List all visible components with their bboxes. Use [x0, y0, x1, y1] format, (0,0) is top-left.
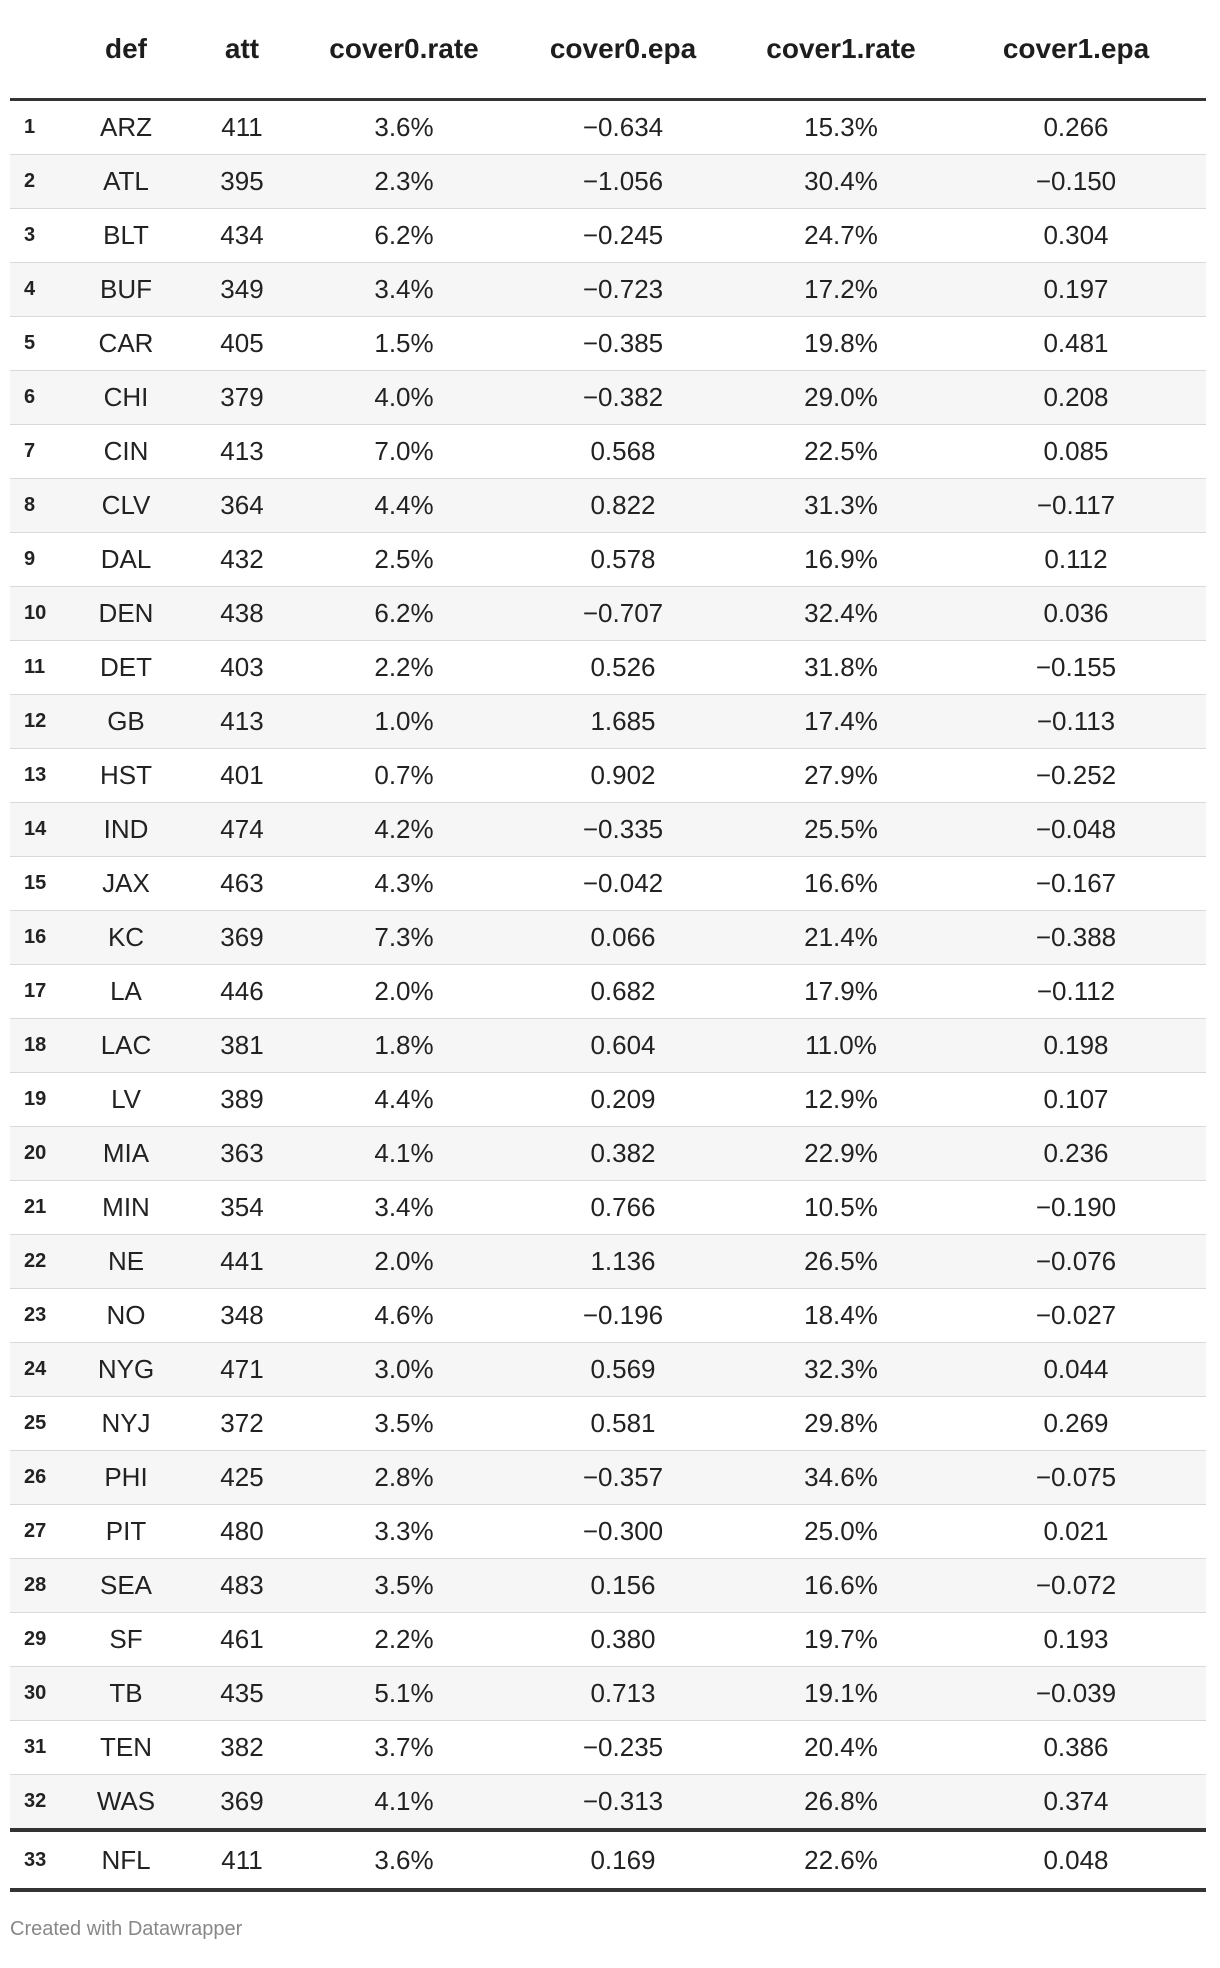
- cell-def: ARZ: [66, 100, 186, 155]
- cell-att: 405: [186, 317, 298, 371]
- cell-cover1-epa: −0.075: [946, 1451, 1206, 1505]
- cell-cover0-epa: −0.634: [510, 100, 736, 155]
- cell-cover1-rate: 16.6%: [736, 1559, 946, 1613]
- cell-cover0-rate: 4.4%: [298, 479, 510, 533]
- cell-rank: 24: [10, 1343, 66, 1397]
- cell-att: 364: [186, 479, 298, 533]
- cell-cover1-epa: −0.150: [946, 155, 1206, 209]
- cell-cover0-epa: 0.581: [510, 1397, 736, 1451]
- cell-cover1-epa: −0.039: [946, 1667, 1206, 1721]
- header-row: [10, 0, 1206, 100]
- cell-cover1-rate: 29.8%: [736, 1397, 946, 1451]
- cell-rank: 32: [10, 1775, 66, 1831]
- cell-cover1-epa: −0.155: [946, 641, 1206, 695]
- cell-rank: 28: [10, 1559, 66, 1613]
- cell-cover1-rate: 24.7%: [736, 209, 946, 263]
- table-row: [10, 965, 1206, 1019]
- cell-att: 411: [186, 100, 298, 155]
- cell-cover0-rate: 2.3%: [298, 155, 510, 209]
- cell-cover0-epa: −0.335: [510, 803, 736, 857]
- cell-att: 435: [186, 1667, 298, 1721]
- cell-cover0-epa: −0.382: [510, 371, 736, 425]
- cell-cover1-rate: 19.7%: [736, 1613, 946, 1667]
- cell-cover1-rate: 27.9%: [736, 749, 946, 803]
- cell-cover1-rate: 21.4%: [736, 911, 946, 965]
- cell-def: MIN: [66, 1181, 186, 1235]
- cell-rank: 1: [10, 100, 66, 155]
- cell-cover0-rate: 7.3%: [298, 911, 510, 965]
- cell-cover0-epa: 1.685: [510, 695, 736, 749]
- table-row: [10, 1127, 1206, 1181]
- cell-cover1-epa: −0.388: [946, 911, 1206, 965]
- table-row: [10, 1451, 1206, 1505]
- cell-cover0-rate: 4.3%: [298, 857, 510, 911]
- data-table-container: [10, 0, 1206, 1892]
- cell-cover0-epa: 0.526: [510, 641, 736, 695]
- cell-cover1-rate: 26.5%: [736, 1235, 946, 1289]
- cell-att: 401: [186, 749, 298, 803]
- cell-cover0-epa: 0.066: [510, 911, 736, 965]
- cell-cover0-rate: 4.6%: [298, 1289, 510, 1343]
- cell-cover1-rate: 17.4%: [736, 695, 946, 749]
- cell-cover0-rate: 4.4%: [298, 1073, 510, 1127]
- cell-rank: 3: [10, 209, 66, 263]
- cell-cover0-epa: 0.902: [510, 749, 736, 803]
- cell-cover0-epa: 0.382: [510, 1127, 736, 1181]
- cell-rank: 18: [10, 1019, 66, 1073]
- table-row: [10, 911, 1206, 965]
- cell-cover0-epa: 0.209: [510, 1073, 736, 1127]
- cell-cover1-epa: −0.027: [946, 1289, 1206, 1343]
- cell-cover1-rate: 29.0%: [736, 371, 946, 425]
- cell-att: 395: [186, 155, 298, 209]
- cell-cover1-rate: 10.5%: [736, 1181, 946, 1235]
- cell-cover0-epa: 0.713: [510, 1667, 736, 1721]
- cell-def: ATL: [66, 155, 186, 209]
- cell-def: KC: [66, 911, 186, 965]
- cell-cover1-epa: −0.072: [946, 1559, 1206, 1613]
- cell-cover1-epa: 0.304: [946, 209, 1206, 263]
- cell-cover0-epa: 1.136: [510, 1235, 736, 1289]
- cell-att: 348: [186, 1289, 298, 1343]
- cell-rank: 10: [10, 587, 66, 641]
- cell-def: NYJ: [66, 1397, 186, 1451]
- cell-cover0-epa: −0.723: [510, 263, 736, 317]
- cell-cover1-rate: 16.9%: [736, 533, 946, 587]
- cell-att: 372: [186, 1397, 298, 1451]
- column-header-att: att: [186, 0, 298, 100]
- cell-rank: 11: [10, 641, 66, 695]
- cell-cover1-epa: 0.386: [946, 1721, 1206, 1775]
- cell-att: 354: [186, 1181, 298, 1235]
- cell-cover1-rate: 17.2%: [736, 263, 946, 317]
- cell-cover1-epa: −0.252: [946, 749, 1206, 803]
- cell-rank: 20: [10, 1127, 66, 1181]
- cell-cover1-epa: 0.481: [946, 317, 1206, 371]
- table-row: [10, 371, 1206, 425]
- table-row: [10, 1505, 1206, 1559]
- table-row: [10, 479, 1206, 533]
- cell-cover0-rate: 2.5%: [298, 533, 510, 587]
- cell-cover1-rate: 20.4%: [736, 1721, 946, 1775]
- cell-att: 474: [186, 803, 298, 857]
- table-row: [10, 1559, 1206, 1613]
- cell-def: PHI: [66, 1451, 186, 1505]
- cell-cover1-epa: −0.167: [946, 857, 1206, 911]
- cell-rank: 27: [10, 1505, 66, 1559]
- cell-rank: 29: [10, 1613, 66, 1667]
- cell-cover1-rate: 31.3%: [736, 479, 946, 533]
- cell-cover0-epa: −0.196: [510, 1289, 736, 1343]
- cell-cover1-epa: −0.190: [946, 1181, 1206, 1235]
- table-row: [10, 857, 1206, 911]
- total-cell-def: NFL: [66, 1830, 186, 1890]
- cell-def: CIN: [66, 425, 186, 479]
- table-row: [10, 1343, 1206, 1397]
- cell-cover0-epa: 0.682: [510, 965, 736, 1019]
- cell-cover0-epa: −0.300: [510, 1505, 736, 1559]
- cell-cover1-rate: 17.9%: [736, 965, 946, 1019]
- table-row: [10, 1721, 1206, 1775]
- cell-cover1-epa: 0.266: [946, 100, 1206, 155]
- cell-def: LV: [66, 1073, 186, 1127]
- cell-cover0-rate: 7.0%: [298, 425, 510, 479]
- cell-cover0-rate: 3.0%: [298, 1343, 510, 1397]
- table-row: [10, 749, 1206, 803]
- cell-cover0-rate: 1.8%: [298, 1019, 510, 1073]
- cell-def: CAR: [66, 317, 186, 371]
- cell-att: 425: [186, 1451, 298, 1505]
- total-cell-cover0-epa: 0.169: [510, 1830, 736, 1890]
- cell-cover0-epa: 0.568: [510, 425, 736, 479]
- cell-cover0-rate: 3.4%: [298, 263, 510, 317]
- column-header-def: def: [66, 0, 186, 100]
- cell-att: 480: [186, 1505, 298, 1559]
- cell-rank: 21: [10, 1181, 66, 1235]
- cell-rank: 26: [10, 1451, 66, 1505]
- cell-cover1-rate: 15.3%: [736, 100, 946, 155]
- cell-rank: 14: [10, 803, 66, 857]
- cell-cover1-rate: 25.0%: [736, 1505, 946, 1559]
- cell-cover0-epa: 0.822: [510, 479, 736, 533]
- cell-att: 471: [186, 1343, 298, 1397]
- cell-rank: 12: [10, 695, 66, 749]
- cell-cover0-rate: 4.1%: [298, 1775, 510, 1831]
- cell-cover0-epa: −0.235: [510, 1721, 736, 1775]
- cell-cover1-rate: 19.1%: [736, 1667, 946, 1721]
- cell-cover0-rate: 4.1%: [298, 1127, 510, 1181]
- cell-cover1-epa: 0.198: [946, 1019, 1206, 1073]
- cell-cover0-rate: 2.2%: [298, 641, 510, 695]
- cell-def: LA: [66, 965, 186, 1019]
- column-header-cover0-rate: cover0.rate: [298, 0, 510, 100]
- coverage-table: [10, 0, 1206, 1892]
- table-row: [10, 1073, 1206, 1127]
- cell-cover0-rate: 4.0%: [298, 371, 510, 425]
- cell-def: CHI: [66, 371, 186, 425]
- cell-cover0-rate: 4.2%: [298, 803, 510, 857]
- cell-rank: 7: [10, 425, 66, 479]
- table-row: [10, 155, 1206, 209]
- cell-cover0-epa: 0.380: [510, 1613, 736, 1667]
- cell-cover0-rate: 3.7%: [298, 1721, 510, 1775]
- cell-cover1-epa: 0.269: [946, 1397, 1206, 1451]
- cell-cover0-rate: 5.1%: [298, 1667, 510, 1721]
- cell-def: BUF: [66, 263, 186, 317]
- cell-def: NYG: [66, 1343, 186, 1397]
- column-header-cover0-epa: cover0.epa: [510, 0, 736, 100]
- cell-def: NE: [66, 1235, 186, 1289]
- cell-def: LAC: [66, 1019, 186, 1073]
- cell-cover1-epa: −0.048: [946, 803, 1206, 857]
- cell-rank: 30: [10, 1667, 66, 1721]
- cell-cover1-epa: −0.076: [946, 1235, 1206, 1289]
- cell-att: 413: [186, 695, 298, 749]
- cell-cover0-rate: 6.2%: [298, 587, 510, 641]
- cell-cover0-epa: 0.156: [510, 1559, 736, 1613]
- cell-att: 363: [186, 1127, 298, 1181]
- cell-rank: 15: [10, 857, 66, 911]
- cell-att: 369: [186, 1775, 298, 1831]
- cell-def: HST: [66, 749, 186, 803]
- cell-cover1-rate: 32.3%: [736, 1343, 946, 1397]
- cell-cover1-epa: 0.236: [946, 1127, 1206, 1181]
- cell-rank: 9: [10, 533, 66, 587]
- cell-cover1-rate: 31.8%: [736, 641, 946, 695]
- total-cell-cover0-rate: 3.6%: [298, 1830, 510, 1890]
- total-cell-cover1-epa: 0.048: [946, 1830, 1206, 1890]
- cell-cover0-epa: 0.569: [510, 1343, 736, 1397]
- cell-cover1-epa: 0.208: [946, 371, 1206, 425]
- table-row: [10, 100, 1206, 155]
- table-row: [10, 209, 1206, 263]
- cell-cover1-epa: −0.113: [946, 695, 1206, 749]
- cell-cover0-epa: −0.707: [510, 587, 736, 641]
- cell-att: 369: [186, 911, 298, 965]
- table-row: [10, 317, 1206, 371]
- cell-att: 379: [186, 371, 298, 425]
- cell-def: SF: [66, 1613, 186, 1667]
- cell-cover0-rate: 3.4%: [298, 1181, 510, 1235]
- cell-cover1-rate: 19.8%: [736, 317, 946, 371]
- column-header-cover1-rate: cover1.rate: [736, 0, 946, 100]
- cell-rank: 4: [10, 263, 66, 317]
- cell-rank: 31: [10, 1721, 66, 1775]
- cell-cover0-epa: 0.604: [510, 1019, 736, 1073]
- cell-def: GB: [66, 695, 186, 749]
- cell-rank: 22: [10, 1235, 66, 1289]
- cell-cover0-rate: 2.2%: [298, 1613, 510, 1667]
- cell-def: WAS: [66, 1775, 186, 1831]
- column-header-rank: [10, 0, 66, 100]
- column-header-cover1-epa: cover1.epa: [946, 0, 1206, 100]
- cell-cover0-rate: 3.6%: [298, 100, 510, 155]
- cell-cover1-rate: 34.6%: [736, 1451, 946, 1505]
- cell-cover1-rate: 11.0%: [736, 1019, 946, 1073]
- total-cell-att: 411: [186, 1830, 298, 1890]
- cell-rank: 17: [10, 965, 66, 1019]
- cell-att: 349: [186, 263, 298, 317]
- cell-cover0-rate: 3.5%: [298, 1559, 510, 1613]
- table-row: [10, 641, 1206, 695]
- table-row: [10, 803, 1206, 857]
- cell-att: 461: [186, 1613, 298, 1667]
- table-row: [10, 1289, 1206, 1343]
- table-row: [10, 1613, 1206, 1667]
- cell-def: MIA: [66, 1127, 186, 1181]
- cell-rank: 6: [10, 371, 66, 425]
- cell-rank: 16: [10, 911, 66, 965]
- cell-def: CLV: [66, 479, 186, 533]
- cell-cover1-epa: 0.197: [946, 263, 1206, 317]
- cell-cover1-epa: 0.107: [946, 1073, 1206, 1127]
- table-total: [10, 1830, 1206, 1890]
- cell-rank: 8: [10, 479, 66, 533]
- cell-att: 446: [186, 965, 298, 1019]
- cell-cover1-epa: 0.374: [946, 1775, 1206, 1831]
- cell-cover0-rate: 0.7%: [298, 749, 510, 803]
- cell-rank: 19: [10, 1073, 66, 1127]
- table-row: [10, 587, 1206, 641]
- table-row: [10, 1667, 1206, 1721]
- table-row: [10, 263, 1206, 317]
- cell-cover1-epa: 0.112: [946, 533, 1206, 587]
- cell-cover0-epa: 0.766: [510, 1181, 736, 1235]
- cell-att: 413: [186, 425, 298, 479]
- cell-def: PIT: [66, 1505, 186, 1559]
- cell-cover0-epa: −0.313: [510, 1775, 736, 1831]
- cell-att: 381: [186, 1019, 298, 1073]
- cell-def: NO: [66, 1289, 186, 1343]
- cell-att: 438: [186, 587, 298, 641]
- cell-cover0-rate: 3.3%: [298, 1505, 510, 1559]
- table-row: [10, 1397, 1206, 1451]
- table-row: [10, 533, 1206, 587]
- cell-def: JAX: [66, 857, 186, 911]
- cell-att: 463: [186, 857, 298, 911]
- cell-att: 403: [186, 641, 298, 695]
- cell-att: 434: [186, 209, 298, 263]
- cell-cover1-epa: −0.112: [946, 965, 1206, 1019]
- cell-cover1-rate: 32.4%: [736, 587, 946, 641]
- cell-cover1-rate: 26.8%: [736, 1775, 946, 1831]
- total-cell-rank: 33: [10, 1830, 66, 1890]
- cell-cover0-rate: 1.0%: [298, 695, 510, 749]
- credit-footer[interactable]: Created with Datawrapper: [10, 1918, 243, 1940]
- cell-att: 432: [186, 533, 298, 587]
- cell-def: TEN: [66, 1721, 186, 1775]
- cell-cover0-epa: −0.357: [510, 1451, 736, 1505]
- cell-def: DET: [66, 641, 186, 695]
- table-row: [10, 1775, 1206, 1831]
- cell-cover1-rate: 16.6%: [736, 857, 946, 911]
- cell-def: TB: [66, 1667, 186, 1721]
- cell-cover1-rate: 22.9%: [736, 1127, 946, 1181]
- cell-cover1-epa: 0.036: [946, 587, 1206, 641]
- cell-rank: 13: [10, 749, 66, 803]
- cell-rank: 5: [10, 317, 66, 371]
- cell-rank: 25: [10, 1397, 66, 1451]
- cell-def: DAL: [66, 533, 186, 587]
- cell-rank: 2: [10, 155, 66, 209]
- cell-cover1-rate: 12.9%: [736, 1073, 946, 1127]
- cell-def: BLT: [66, 209, 186, 263]
- cell-cover1-rate: 30.4%: [736, 155, 946, 209]
- table-row: [10, 1019, 1206, 1073]
- cell-cover0-rate: 2.0%: [298, 965, 510, 1019]
- cell-cover1-epa: 0.193: [946, 1613, 1206, 1667]
- cell-def: DEN: [66, 587, 186, 641]
- total-cell-cover1-rate: 22.6%: [736, 1830, 946, 1890]
- cell-att: 483: [186, 1559, 298, 1613]
- table-row: [10, 425, 1206, 479]
- cell-cover1-epa: 0.021: [946, 1505, 1206, 1559]
- cell-cover1-rate: 22.5%: [736, 425, 946, 479]
- table-body: [10, 100, 1206, 1831]
- cell-cover0-epa: −1.056: [510, 155, 736, 209]
- cell-cover1-epa: 0.085: [946, 425, 1206, 479]
- cell-att: 389: [186, 1073, 298, 1127]
- cell-cover0-epa: −0.042: [510, 857, 736, 911]
- cell-cover0-epa: 0.578: [510, 533, 736, 587]
- cell-cover0-epa: −0.245: [510, 209, 736, 263]
- table-row: [10, 1235, 1206, 1289]
- cell-cover0-rate: 1.5%: [298, 317, 510, 371]
- total-row: [10, 1830, 1206, 1890]
- table-row: [10, 1181, 1206, 1235]
- cell-cover1-rate: 25.5%: [736, 803, 946, 857]
- table-header: [10, 0, 1206, 100]
- cell-cover1-epa: 0.044: [946, 1343, 1206, 1397]
- cell-cover1-rate: 18.4%: [736, 1289, 946, 1343]
- cell-cover0-epa: −0.385: [510, 317, 736, 371]
- cell-cover0-rate: 2.8%: [298, 1451, 510, 1505]
- cell-def: IND: [66, 803, 186, 857]
- cell-att: 441: [186, 1235, 298, 1289]
- cell-cover1-epa: −0.117: [946, 479, 1206, 533]
- cell-cover0-rate: 6.2%: [298, 209, 510, 263]
- cell-cover0-rate: 3.5%: [298, 1397, 510, 1451]
- cell-rank: 23: [10, 1289, 66, 1343]
- cell-cover0-rate: 2.0%: [298, 1235, 510, 1289]
- cell-att: 382: [186, 1721, 298, 1775]
- cell-def: SEA: [66, 1559, 186, 1613]
- table-row: [10, 695, 1206, 749]
